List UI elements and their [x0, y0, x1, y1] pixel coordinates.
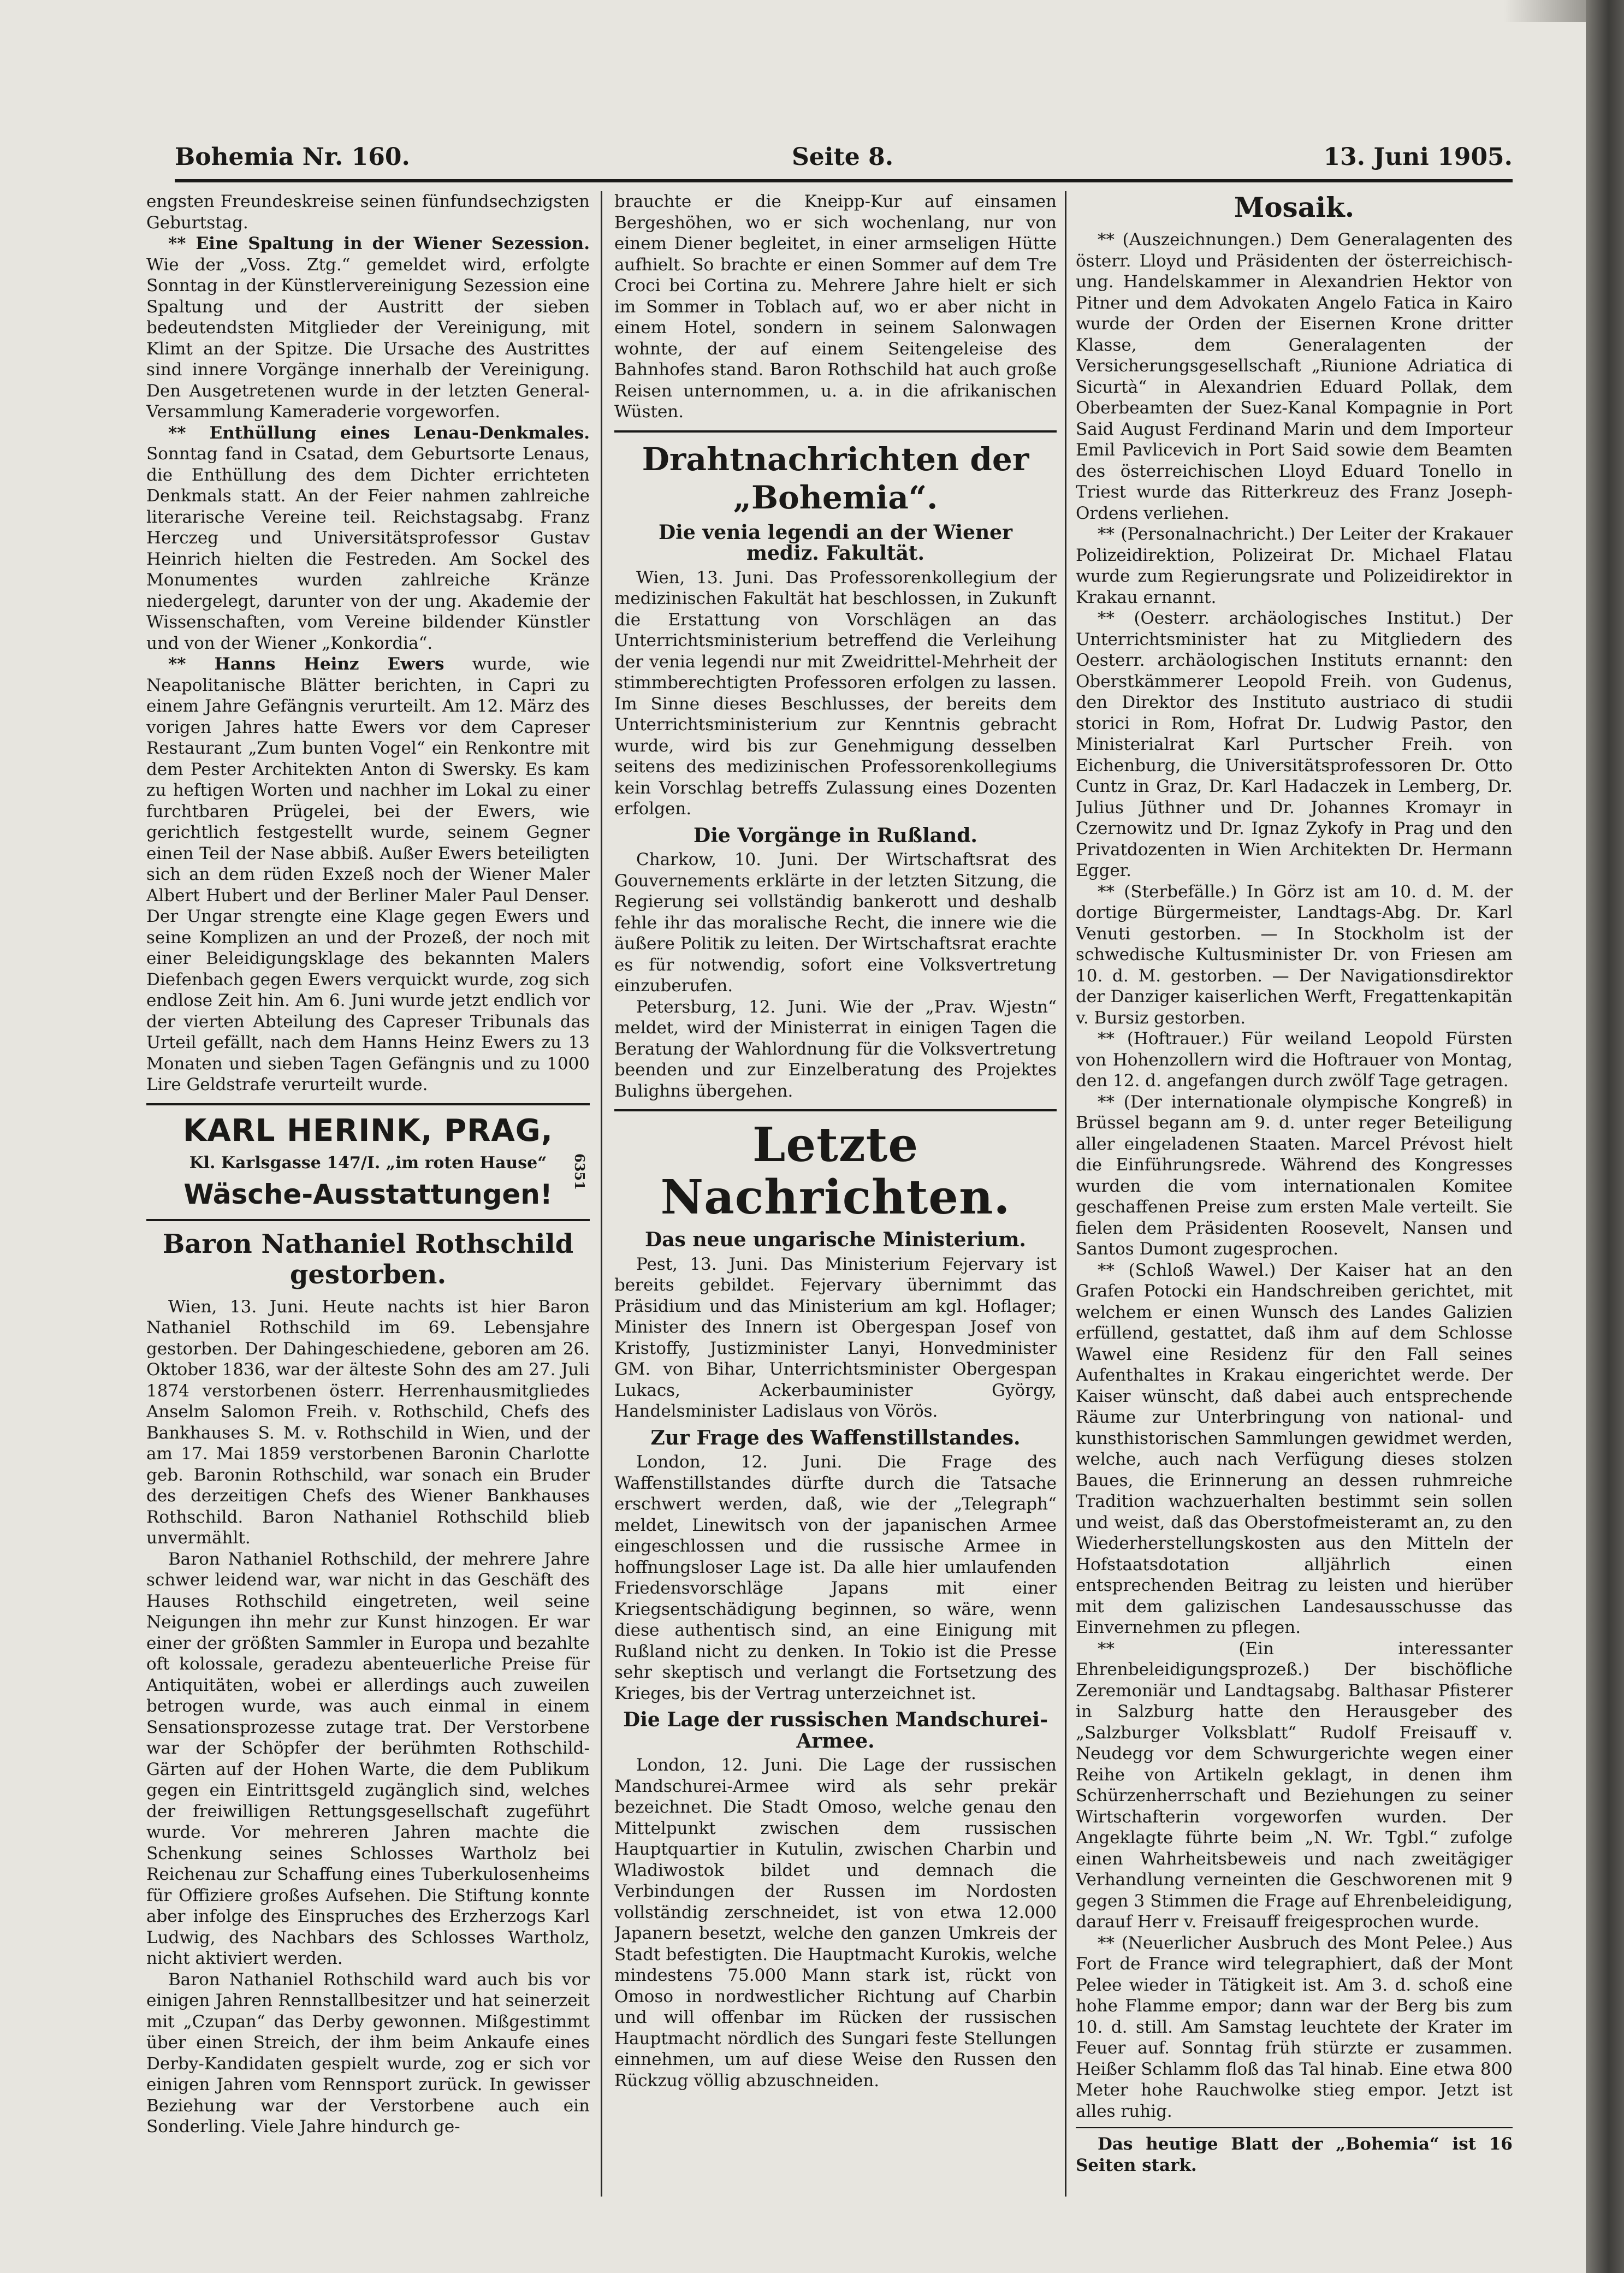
obituary-paragraph-3: Baron Nathaniel Rothschild ward auch bis vor einigen Jahren Rennstallbesitzer und hat seinerzeit mit „Czupan“ das Derby gewonnen. Mißgestimmt über einen Streich, der ihm beim Ankaufe eines Derby-Kandidaten gespielt wurde, zog er sich vor einigen Jahren vom Rennsport zurück. In gewisser Beziehung war der Verstorbene auch ein Sonderling. Viele Jahre hindurch ge-	[146, 1969, 590, 2136]
mont-pelee-text: ** (Neuerlicher Ausbruch des Mont Pelee.) Aus Fort de France wird telegraphiert, daß der Mont Pelee wieder in Tätigkeit ist. Am 3. d. schoß eine hohe Flamme empor; dann war der Berg bis zum 10. d. still. Am Samstag leuchtete der Krater im Feuer auf. Sonntag früh stürzte er zusammen. Heißer Schlamm floß das Tal hinab. Eine etwa 800 Meter hohe Rauchwolke stieg empor. Jetzt ist alles ruhig.	[1076, 1933, 1513, 2121]
column-divider-1	[601, 191, 602, 2197]
venia-text: Wien, 13. Juni. Das Professorenkollegium der medizinischen Fakultät hat beschlossen, in Zukunft die Erstattung von Vorschlägen an das Unterrichtsministerium betreffend die Verleihung der venia legendi nur mit Zweidrittel-Mehrheit der stimmberechtigten Professoren erfolgen zu lassen. Im Sinne dieses Beschlusses, der bereits dem Unterrichtsministerium zur Kenntnis gebracht wurde, wird bis zur Genehmigung desselben seitens des medizinischen Professorenkollegiums kein Vorschlag betreffs Zulassung eines Dozenten erfolgen.	[614, 567, 1057, 819]
ad-company-name: KARL HERINK, PRAG,	[183, 1112, 553, 1149]
lenau-title: ** Enthüllung eines Lenau-Denkmales.	[168, 423, 590, 443]
obituary-title-line1: Baron Nathaniel Rothschild	[162, 1228, 574, 1259]
ad-bottom-rule	[146, 1219, 590, 1221]
page-edge-shadow	[1586, 0, 1624, 2273]
obituary-paragraph-1: Wien, 13. Juni. Heute nachts ist hier Baron Nathaniel Rothschild im 69. Lebensjahre gestorben. Der Dahingeschiedene, geboren am 26. Oktober 1836, war der älteste Sohn des am 27. Juli 1874 verstorbenen österr. Herrenhausmitgliedes Anselm Salomon Freih. v. Rothschild, Chefs des Bankhauses S. M. v. Rothschild in Wien, und der am 17. Mai 1859 verstorbenen Baronin Charlotte geb. Baronin Rothschild, war sonach ein Bruder des derzeitigen Chefs des Wiener Bankhauses Rothschild. Baron Nathaniel Rothschild blieb unvermählt.	[146, 1297, 590, 1548]
column-3	[1076, 191, 1513, 2194]
schloss-wawel-text: ** (Schloß Wawel.) Der Kaiser hat an den Grafen Potocki ein Handschreiben gerichtet, mit welchem er einen Wunsch des Landes Galizien erfüllend, gestattet, daß ihm auf dem Schlosse Wawel eine Residenz für den Fall seines Aufenthaltes in Krakau eingerichtet werde. Der Kaiser wünscht, daß dabei auch entsprechende Räume zur Unterbringung von national- und kunsthistorischen Sammlungen gewidmet werden, welche, auch nach Verfügung dieses stolzen Baues, die Erinnerung an dessen ruhmreiche Tradition wachzuerhalten bestimmt sein sollen und weist, daß das Oberstofmeisteramt an, zu den Wiederherstellungskosten aus den Mitteln der Hofstaatsdotation alljährlich einen entsprechenden Beitrag zu leisten und hierüber mit dem galizischen Landesausschusse das Einvernehmen zu pflegen.	[1076, 1260, 1513, 1637]
obituary-continuation: brauchte er die Kneipp-Kur auf einsamen Bergeshöhen, wo er sich wochenlang, nur von einem Diener begleitet, in einer armseligen Hütte aufhielt. So brachte er einen Sommer auf dem Tre Croci bei Cortina zu. Mehrere Jahre hielt er sich im Sommer in Toblach auf, wo er aber nicht in einem Hotel, sondern in seinem Salonwagen wohnte, der auf einem Seitengeleise des Bahnhofes stand. Baron Rothschild hat auch große Reisen unternommen, u. a. in die afrikanischen Wüsten.	[614, 192, 1057, 422]
intro-text: engsten Freundeskreise seinen fünfundsechzigsten Geburtstag.	[146, 192, 590, 233]
footer-note: Das heutige Blatt der „Bohemia“ ist 16 Seiten stark.	[1076, 2134, 1513, 2175]
ewers-text: wurde, wie Neapolitanische Blätter berichten, in Capri zu einem Jahre Gefängnis verurteilt. Am 12. März des vorigen Jahres hatte Ewers vor dem Capreser Restaurant „Zum bunten Vogel“ ein Renkontre mit dem Pester Architekten Anton di Swersky. Es kam zu heftigen Worten und nachher im Lokal zu einer furchtbaren Prügelei, bei der Ewers, wie gerichtlich festgestellt wurde, seinem Gegner einen Teil der Nase abbiß. Außer Ewers beteiligten sich an dem rüden Exzeß noch der Wiener Maler Albert Hubert und der Berliner Maler Paul Denser. Der Ungar strengte eine Klage gegen Ewers und seine Komplizen an und der Prozeß, der noch mit einer Beleidigungsklage des bekannten Malers Diefenbach gegen Ewers verquickt wurde, zog sich endlose Zeit hin. Am 6. Juni wurde jetzt endlich vor der vierten Abteilung des Capreser Tribunals das Urteil gefällt, nach dem Hanns Heinz Ewers zu 13 Monaten und sieben Tagen Gefängnis und zu 1000 Lire Geldstrafe verurteilt wurde.	[146, 654, 590, 1094]
mandschurei-headline: Die Lage der russischen Mandschurei-Armee.	[623, 1708, 1048, 1753]
venia-title-line2: mediz. Fakultät.	[746, 542, 925, 565]
header-rule	[175, 179, 1513, 182]
russland-headline: Die Vorgänge in Rußland.	[694, 824, 977, 847]
ministerium-headline: Das neue ungarische Ministerium.	[645, 1228, 1026, 1251]
petersburg-text: Petersburg, 12. Juni. Wie der „Prav. Wjestn“ meldet, wird der Ministerrat in einigen Tagen die Beratung der Wahlordnung für die Volksvertretung beenden und zur Einzelberatung des Projektes Bulighns übergehen.	[614, 997, 1057, 1101]
ehrenbeleidigung-text: ** (Ein interessanter Ehrenbeleidigungsprozeß.) Der bischöfliche Zeremoniär und Landtagsabg. Balthasar Pfisterer in Salzburg hatte den Herausgeber des „Salzburger Volksblatt“ Rudolf Freisauff v. Neudegg vor dem Schwurgerichte wegen einer Reihe von Artikeln geklagt, in denen ihm Schürzenherrschaft und Beziehungen zu seiner Wirtschafterin vorgeworfen wurden. Der Angeklagte führte beim „N. Wr. Tgbl.“ zufolge einen Wahrheitsbeweis und nach zweitägiger Verhandlung verneinten die Geschworenen mit 9 gegen 3 Stimmen die Frage auf Ehrenbeleidigung, darauf Herr v. Freisauff freigesprochen wurde.	[1076, 1638, 1513, 1932]
obituary-headline	[146, 1229, 590, 1290]
hoftrauer-text: ** (Hoftrauer.) Für weiland Leopold Fürsten von Hohenzollern wird die Hoftrauer von Montag, den 12. d. angefangen durch zwölf Tage getragen.	[1076, 1029, 1513, 1091]
venia-headline	[614, 522, 1057, 564]
page-corner-shadow	[1504, 0, 1586, 22]
olympischer-kongress-text: ** (Der internationale olympische Kongreß) in Brüssel begann am 9. d. unter reger Beteiligung aller eingeladenen Staaten. Marcel Prévost hielt die Einführungsrede. Während des Kongresses wurden die vom internationalen Komitee geschaffenen Preise zum ersten Male verteilt. Sie fielen dem Präsidenten Roosevelt, Nansen und Santos Dumont zugesprochen.	[1076, 1092, 1513, 1259]
letzte-nachrichten-headline: Letzte Nachrichten.	[660, 1117, 1011, 1225]
header-date: 13. Juni 1905.	[1323, 143, 1513, 171]
sezession-title: ** Eine Spaltung in der Wiener Sezession.	[168, 234, 590, 253]
ad-address: Kl. Karlsgasse 147/I. „im roten Hause“	[189, 1153, 547, 1173]
waffenstillstand-headline: Zur Frage des Waffenstillstandes.	[650, 1426, 1021, 1449]
mosaik-headline: Mosaik.	[1234, 191, 1355, 223]
sezession-article	[146, 233, 590, 423]
column-1	[146, 191, 590, 2194]
venia-title-line1: Die venia legendi an der Wiener	[658, 520, 1013, 544]
london-1-text: London, 12. Juni. Die Frage des Waffenstillstandes dürfte durch die Tatsache erschwert werden, daß, wie der „Telegraph“ meldet, Linewitsch von der japanischen Armee eingeschlossen und die russische Armee in hoffnungsloser Lage ist. Da alle hier umlaufenden Friedensvorschläge Japans mit einer Kriegsentschädigung beginnen, so wäre, wenn diese authentisch sind, an eine Einigung mit Rußland nicht zu denken. In Tokio ist die Presse sehr skeptisch und verlangt die Fortsetzung des Krieges, bis der Vertrag unterzeichnet ist.	[614, 1452, 1057, 1703]
header-issue: Bohemia Nr. 160.	[175, 143, 410, 171]
personalnachricht-text: ** (Personalnachricht.) Der Leiter der Krakauer Polizeidirektion, Polizeirat Dr. Michael Flatau wurde zum Regierungsrate und Polizeidirektor in Krakau ernannt.	[1076, 524, 1513, 607]
lenau-article	[146, 423, 590, 654]
sezession-text: Wie der „Voss. Ztg.“ gemeldet wird, erfolgte Sonntag in der Künstlervereinigung Sezession eine Spaltung und der Austritt der sieben bedeutendsten Mitglieder der Vereinigung, mit Klimt an der Spitze. Die Ursache des Austrittes sind innere Vorgänge innerhalb der Vereinigung. Den Ausgetretenen wurde in der letzten General-Versammlung Kameraderie vorgeworfen.	[146, 254, 590, 422]
column-divider-2	[1065, 191, 1066, 2197]
archaeologisches-institut-text: ** (Oesterr. archäologisches Institut.) Der Unterrichtsminister hat zu Mitgliedern des Oesterr. archäologischen Instituts ernannt: den Oberstkämmerer Leopold Freih. von Gudenus, den Direktor des Instituto austriaco di studii storici in Rom, Hofrat Dr. Ludwig Pastor, den Ministerialrat Karl Purtscher Freih. von Eichenburg, die Universitätsprofessoren Dr. Otto Cuntz in Graz, Dr. Karl Hadaczek in Lemberg, Dr. Julius Jüthner und Dr. Johannes Kromayr in Czernowitz und Dr. Ignaz Zykofy in Prag und den Privatdozenten in Wien Architekten Dr. Hermann Egger.	[1076, 608, 1513, 880]
auszeichnungen-text: ** (Auszeichnungen.) Dem Generalagenten des österr. Lloyd und Präsidenten der österreichisch-ung. Handelskammer in Alexandrien Hektor von Pitner und dem Advokaten Angelo Fatica in Kairo wurde der Orden der Eisernen Krone dritter Klasse, dem Generalagenten der Versicherungsgesellschaft „Riunione Adriatica di Sicurtà“ in Alexandrien Eduard Pollak, dem Oberbeamten der Suez-Kanal Kompagnie in Port Said August Ferdinand Marin und dem Importeur Emil Pavlicevich in Port Said sowie dem Beamten des österreichischen Lloyd Eduard Tonello in Triest wurde das Ritterkreuz des Franz Joseph-Ordens verliehen.	[1076, 230, 1513, 523]
herink-advertisement	[146, 1113, 590, 1211]
ewers-title: ** Hanns Heinz Ewers	[168, 654, 444, 674]
obituary-paragraph-2: Baron Nathaniel Rothschild, der mehrere Jahre schwer leidend war, war nicht in das Geschäft des Hauses Rothschild eingetreten, weil seine Neigungen ihn mehr zur Kunst hinzogen. Er war einer der größten Sammler in Europa und bezahlte oft kolossale, geradezu abenteuerliche Preise für Antiquitäten, wobei er allerdings auch zuweilen betrogen wurde, was auch einmal in einem Sensationsprozesse zutage trat. Der Verstorbene war der Schöpfer der berühmten Rothschild-Gärten auf der Hohen Warte, die dem Publikum gegen ein Eintrittsgeld zugänglich sind, welches der freiwilligen Rettungsgesellschaft zugeführt wurde. Vor mehreren Jahren machte die Schenkung seines Schlosses Wartholz bei Reichenau zur Schaffung eines Tuberkulosenheims für Offiziere großes Aufsehen. Die Stiftung konnte aber infolge des Einspruches des Erzherzogs Karl Ludwig, des Nachbars des Schlosses Wartholz, nicht aktiviert werden.	[146, 1549, 590, 1968]
drahtnachrichten-headline: Drahtnachrichten der „Bohemia“.	[642, 440, 1029, 516]
footer-rule	[1076, 2127, 1513, 2128]
ad-top-rule	[146, 1103, 590, 1105]
pest-text: Pest, 13. Juni. Das Ministerium Fejervary ist bereits gebildet. Fejervary übernimmt das Präsidium und das Ministerium am kgl. Hoflager; Minister des Innern ist Obergespan Josef von Kristoffy, Justizminister Lanyi, Honvedminister GM. von Bihar, Unterrichtsminister Obergespan Lukacs, Ackerbauminister György, Handelsminister Ladislaus von Vörös.	[614, 1254, 1057, 1421]
london-2-text: London, 12. Juni. Die Lage der russischen Mandschurei-Armee wird als sehr prekär bezeichnet. Die Stadt Omoso, welche genau den Mittelpunkt zwischen dem russischen Hauptquartier in Kutulin, zwischen Charbin und Wladiwostok bildet und demnach die Verbindungen der Russen im Nordosten vollständig zerschneidet, ist von etwa 12.000 Japanern besetzt, welche den ganzen Umkreis der Stadt befestigten. Die Hauptmacht Kurokis, welche mindestens 75.000 Mann stark ist, rückt von Omoso in nordwestlicher Richtung auf Charbin und will offenbar im Rücken der russischen Hauptmacht nördlich des Sungari feste Stellungen einnehmen, um auf diese Weise den Russen den Rückzug völlig abzuschneiden.	[614, 1755, 1057, 2091]
sterbefaelle-text: ** (Sterbefälle.) In Görz ist am 10. d. M. der dortige Bürgermeister, Landtags-Abg. Dr. Karl Venuti gestorben. — In Stockholm ist der schwedische Kultusminister Dr. von Friesen am 10. d. M. gestorben. — Der Navigationsdirektor der Danziger kaiserlichen Werft, Fregattenkapitän v. Bursiz gestorben.	[1076, 881, 1513, 1028]
page-header	[175, 143, 1513, 176]
charkow-text: Charkow, 10. Juni. Der Wirtschaftsrat des Gouvernements erklärte in der letzten Sitzung, die Regierung sei vollständig bankerott und deshalb fehle ihr das moralische Recht, die innere wie die äußere Politik zu leiten. Der Wirtschaftsrat erachte es für notwendig, sofort eine Volksvertretung einzuberufen.	[614, 850, 1057, 996]
obituary-title-line2: gestorben.	[289, 1259, 447, 1290]
column-2	[614, 191, 1057, 2194]
ad-slogan: Wäsche-Ausstattungen!	[183, 1178, 553, 1210]
section-rule-2	[614, 1109, 1057, 1111]
section-rule-1	[614, 430, 1057, 433]
ewers-article	[146, 654, 590, 1096]
lenau-text: Sonntag fand in Csatad, dem Geburtsorte Lenaus, die Enthüllung des dem Dichter errichteten Denkmals statt. An der Feier nahmen zahlreiche literarische Vereine teil. Reichstagsabg. Franz Herczeg und Universitätsprofessor Gustav Heinrich hielten die Festreden. Am Sockel des Monumentes wurden zahlreiche Kränze niedergelegt, darunter von der ung. Akademie der Wissenschaften, vom Vereine bildender Künstler und von der Wiener „Konkordia“.	[146, 444, 590, 653]
ad-code: 6351	[572, 1153, 588, 1190]
header-page-number: Seite 8.	[792, 143, 894, 171]
